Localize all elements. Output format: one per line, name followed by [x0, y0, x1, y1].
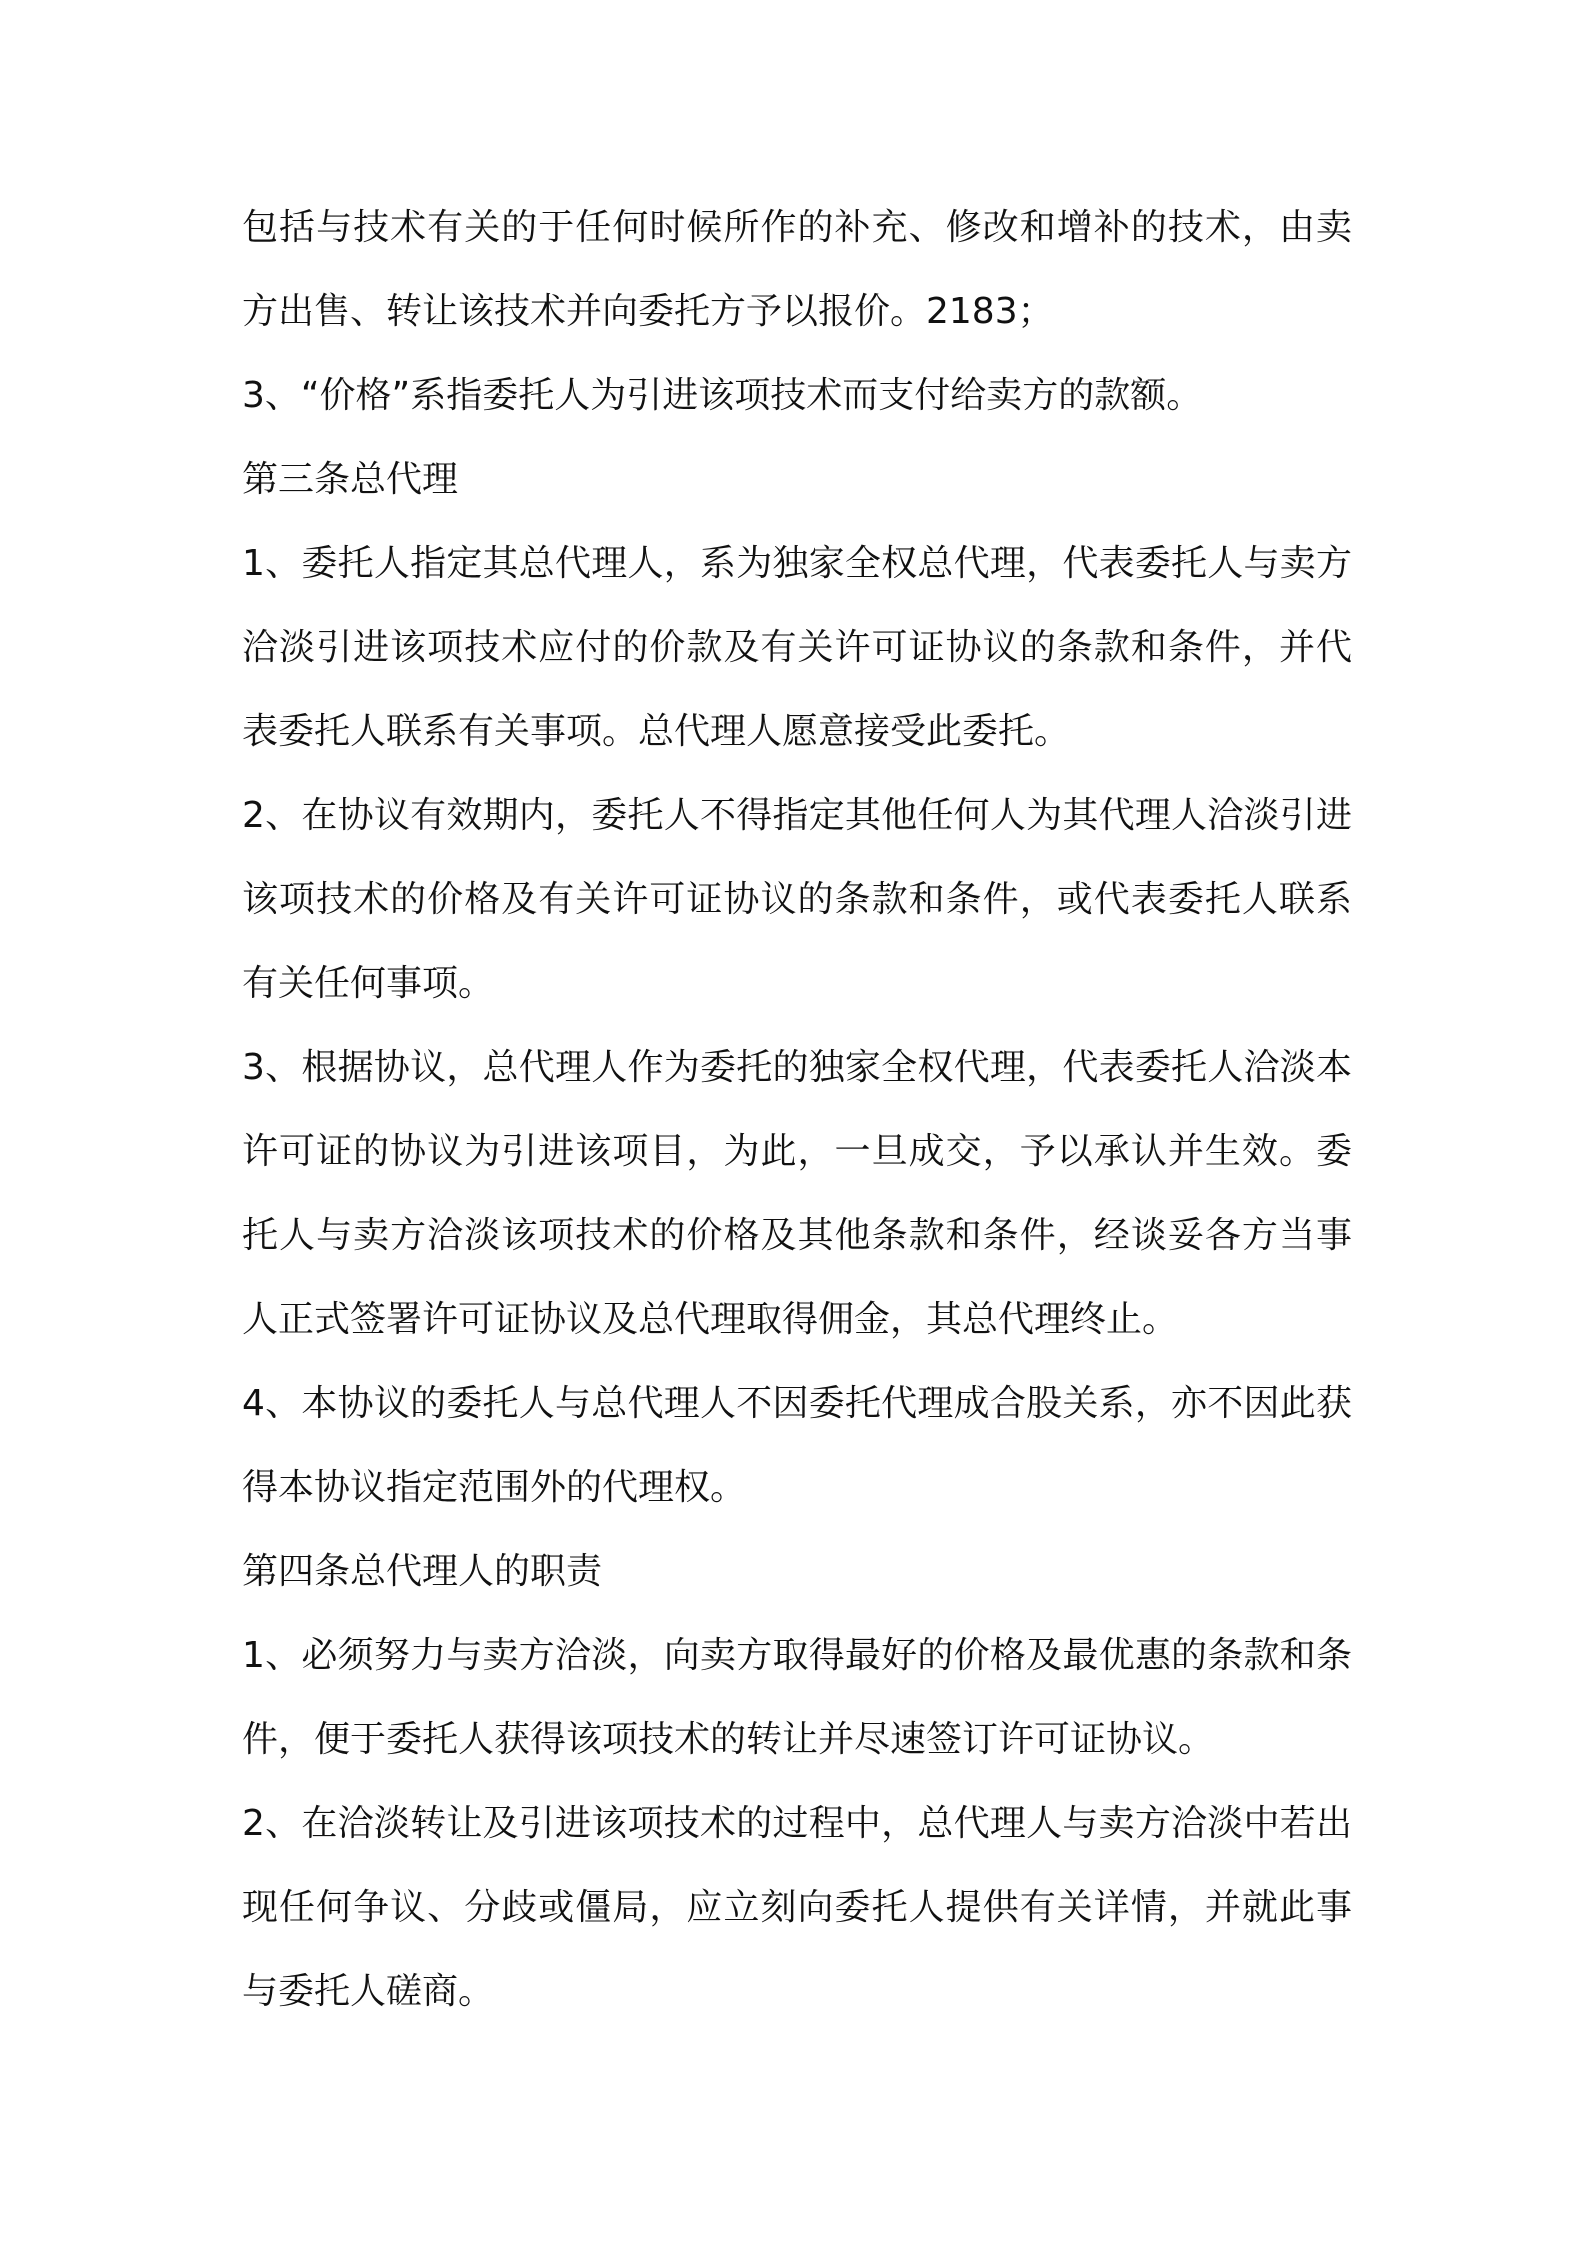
paragraph-article-3-item-3: 3、根据协议，总代理人作为委托的独家全权代理，代表委托人洽淡本许可证的协议为引进该项目，为此，一旦成交，予以承认并生效。委托人与卖方洽淡该项技术的价格及其他条款和条件，经谈妥各方当事人正式签署许可证协议及总代理取得佣金，其总代理终止。 [242, 1047, 1352, 1340]
paragraph-article-4-item-2: 2、在洽淡转让及引进该项技术的过程中，总代理人与卖方洽淡中若出现任何争议、分歧或僵局，应立刻向委托人提供有关详情，并就此事与委托人磋商。 [242, 1803, 1352, 2012]
paragraph-article-4-item-1: 1、必须努力与卖方洽淡，向卖方取得最好的价格及最优惠的条款和条件，便于委托人获得该项技术的转让并尽速签订许可证协议。 [242, 1635, 1352, 1760]
document-body [242, 186, 1352, 2034]
paragraph-article-3-item-4: 4、本协议的委托人与总代理人不因委托代理成合股关系，亦不因此获得本协议指定范围外的代理权。 [242, 1383, 1352, 1508]
section-heading-article-4: 第四条总代理人的职责 [242, 1551, 603, 1592]
section-heading-article-3: 第三条总代理 [242, 459, 459, 500]
paragraph-price-definition: 3、“价格”系指委托人为引进该项技术而支付给卖方的款额。 [242, 375, 1203, 416]
paragraph-article-3-item-2: 2、在协议有效期内，委托人不得指定其他任何人为其代理人洽淡引进该项技术的价格及有关许可证协议的条款和条件，或代表委托人联系有关任何事项。 [242, 795, 1352, 1004]
paragraph-article-3-item-1: 1、委托人指定其总代理人，系为独家全权总代理，代表委托人与卖方洽淡引进该项技术应付的价款及有关许可证协议的条款和条件，并代表委托人联系有关事项。总代理人愿意接受此委托。 [242, 543, 1352, 752]
paragraph-tech-definition-continued: 包括与技术有关的于任何时候所作的补充、修改和增补的技术，由卖方出售、转让该技术并向委托方予以报价。2183； [242, 207, 1352, 332]
